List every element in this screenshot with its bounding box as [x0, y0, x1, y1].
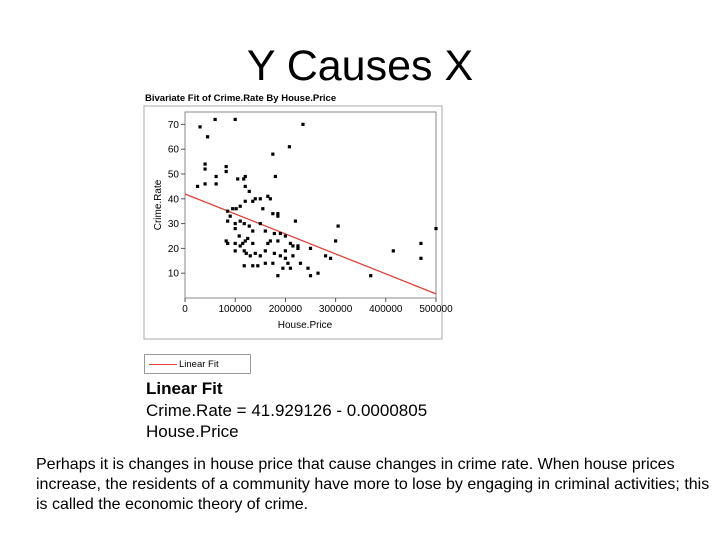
data-point	[251, 264, 254, 267]
y-tick-label: 50	[167, 169, 179, 181]
data-point	[324, 254, 327, 257]
data-point	[274, 175, 277, 178]
data-point	[329, 257, 332, 260]
data-point	[337, 224, 340, 227]
data-point	[281, 267, 284, 270]
data-point	[248, 224, 251, 227]
data-point	[294, 220, 297, 223]
data-point	[316, 272, 319, 275]
data-point	[276, 239, 279, 242]
data-point	[288, 145, 291, 148]
data-point	[291, 244, 294, 247]
data-point	[271, 153, 274, 156]
data-point	[271, 212, 274, 215]
data-point	[309, 274, 312, 277]
data-point	[249, 254, 252, 257]
x-axis-label: House.Price	[277, 320, 333, 331]
data-point	[234, 249, 237, 252]
data-point	[273, 232, 276, 235]
y-axis-ticks	[168, 120, 185, 280]
data-point	[369, 274, 372, 277]
data-point	[203, 162, 206, 165]
x-tick-label: 0	[182, 304, 188, 315]
data-point	[214, 118, 217, 121]
plot-area-frame	[185, 112, 436, 298]
data-point	[234, 227, 237, 230]
data-point	[225, 165, 228, 168]
data-point	[206, 135, 209, 138]
data-point	[248, 190, 251, 193]
y-tick-label: 30	[167, 219, 179, 231]
x-tick-label: 300000	[318, 304, 353, 315]
data-point	[261, 207, 264, 210]
y-axis-label: Crime.Rate	[153, 179, 164, 231]
data-point	[289, 267, 292, 270]
data-point	[239, 205, 242, 208]
data-point	[196, 185, 199, 188]
data-point	[264, 249, 267, 252]
data-point	[254, 252, 257, 255]
data-point	[198, 125, 201, 128]
fit-summary-heading: Linear Fit	[146, 379, 223, 398]
x-tick-label: 400000	[369, 304, 403, 315]
data-point	[226, 220, 229, 223]
data-point	[244, 175, 247, 178]
data-point	[243, 222, 246, 225]
data-point	[264, 229, 267, 232]
data-point	[225, 170, 228, 173]
data-point	[291, 254, 294, 257]
data-point	[203, 167, 206, 170]
x-tick-label: 100000	[218, 304, 252, 315]
slide-title: Y Causes X	[246, 42, 474, 90]
x-tick-label: 200000	[268, 304, 303, 315]
data-point	[239, 220, 242, 223]
data-point	[259, 197, 262, 200]
chart-legend	[144, 354, 251, 374]
y-tick-label: 20	[167, 243, 179, 255]
data-point	[273, 252, 276, 255]
data-point	[276, 215, 279, 218]
data-point	[238, 234, 241, 237]
chart-title: Bivariate Fit of Crime.Rate By House.Price	[145, 93, 337, 104]
data-point	[234, 118, 237, 121]
y-tick-label: 10	[167, 268, 179, 280]
data-point	[234, 222, 237, 225]
data-point	[243, 264, 246, 267]
data-point	[306, 267, 309, 270]
data-point	[215, 182, 218, 185]
x-axis-ticks	[182, 298, 453, 315]
data-point	[234, 242, 237, 245]
y-tick-label: 60	[167, 144, 179, 156]
data-point	[229, 215, 232, 218]
data-point	[251, 200, 254, 203]
data-point	[279, 232, 282, 235]
data-point	[259, 254, 262, 257]
y-tick-label: 40	[167, 194, 179, 206]
data-point	[235, 207, 238, 210]
data-point	[434, 227, 437, 230]
data-point	[286, 262, 289, 265]
data-point	[215, 175, 218, 178]
data-point	[244, 239, 247, 242]
data-point	[264, 262, 267, 265]
legend-swatch-linear-fit	[149, 364, 177, 365]
data-point	[276, 274, 279, 277]
data-point	[269, 197, 272, 200]
data-point	[244, 200, 247, 203]
data-point	[334, 239, 337, 242]
fit-summary-equation: Crime.Rate = 41.929126 - 0.0000805 House.Price	[146, 401, 428, 441]
data-point	[419, 257, 422, 260]
data-point	[244, 185, 247, 188]
data-point	[284, 249, 287, 252]
data-point	[419, 242, 422, 245]
data-point	[226, 210, 229, 213]
data-point	[256, 264, 259, 267]
data-point	[203, 182, 206, 185]
x-tick-label: 500000	[419, 304, 453, 315]
data-point	[284, 234, 287, 237]
y-tick-label: 70	[167, 119, 179, 131]
data-point	[251, 242, 254, 245]
data-point	[269, 239, 272, 242]
data-point	[284, 257, 287, 260]
data-point	[259, 222, 262, 225]
data-point	[236, 177, 239, 180]
legend-label-linear-fit: Linear Fit	[179, 359, 219, 370]
data-point	[296, 247, 299, 250]
data-point	[301, 123, 304, 126]
data-point	[271, 262, 274, 265]
data-point	[309, 247, 312, 250]
explanation-paragraph: Perhaps it is changes in house price that cause changes in crime rate. When house prices increase, the residents of a community have more to lose by engaging in criminal activities; this is called the economic theory of crime.	[36, 456, 710, 513]
data-point	[251, 229, 254, 232]
data-point	[392, 249, 395, 252]
data-point	[299, 262, 302, 265]
data-point	[245, 252, 248, 255]
data-point	[226, 242, 229, 245]
data-point	[231, 207, 234, 210]
data-point	[279, 254, 282, 257]
